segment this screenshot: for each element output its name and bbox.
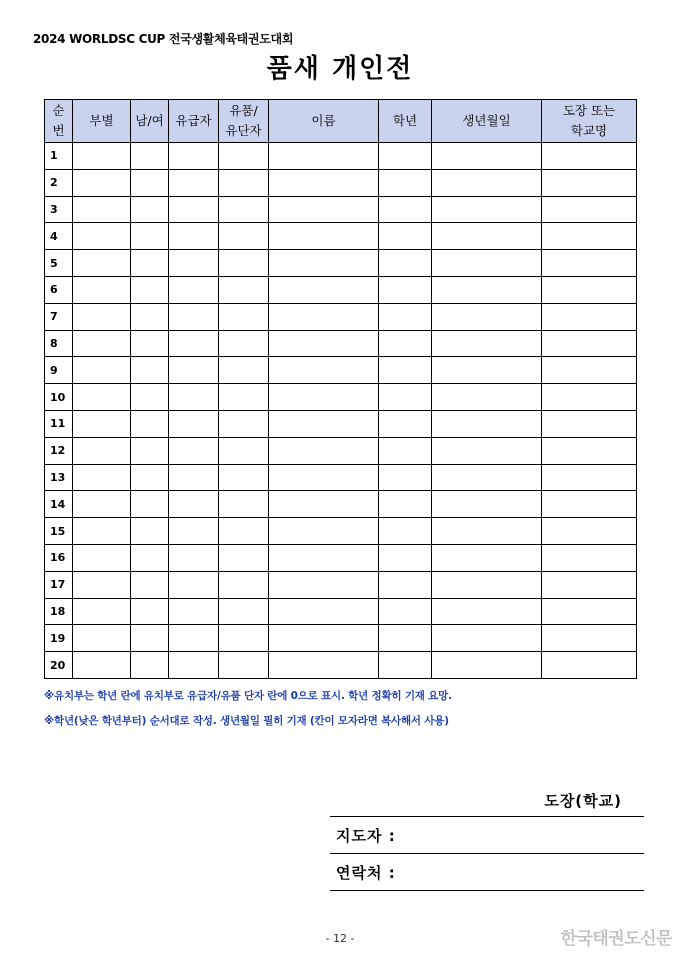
table-row (45, 571, 637, 598)
gender-cell[interactable] (131, 625, 169, 652)
name-cell[interactable] (269, 250, 379, 277)
row-number: 4 (45, 223, 73, 250)
table-row (45, 518, 637, 545)
school-cell[interactable] (542, 223, 637, 250)
row-number: 8 (45, 330, 73, 357)
name-cell[interactable] (269, 410, 379, 437)
school-cell[interactable] (542, 357, 637, 384)
gender-cell[interactable] (131, 223, 169, 250)
school-cell[interactable] (542, 652, 637, 679)
notes (44, 688, 452, 738)
watermark: 한국태권도신문 (560, 929, 672, 949)
dojang-label: 도장(학교) (544, 792, 622, 810)
table-row (45, 250, 637, 277)
division-cell[interactable] (73, 625, 131, 652)
grade-cell[interactable] (379, 250, 432, 277)
table-row (45, 169, 637, 196)
row-number: 10 (45, 384, 73, 411)
poom-dan-cell[interactable] (219, 357, 269, 384)
table-row (45, 303, 637, 330)
poom-dan-cell[interactable] (219, 652, 269, 679)
birthdate-cell[interactable] (432, 437, 542, 464)
birthdate-cell[interactable] (432, 276, 542, 303)
table-row (45, 410, 637, 437)
poom-dan-cell[interactable] (219, 223, 269, 250)
gender-cell[interactable] (131, 571, 169, 598)
school-cell[interactable] (542, 276, 637, 303)
school-cell[interactable] (542, 143, 637, 170)
poom-dan-cell[interactable] (219, 437, 269, 464)
poom-dan-cell[interactable] (219, 143, 269, 170)
school-cell[interactable] (542, 598, 637, 625)
school-cell[interactable] (542, 196, 637, 223)
row-number: 15 (45, 518, 73, 545)
row-number: 13 (45, 464, 73, 491)
row-number: 20 (45, 652, 73, 679)
division-cell[interactable] (73, 143, 131, 170)
row-number: 7 (45, 303, 73, 330)
division-cell[interactable] (73, 571, 131, 598)
name-cell[interactable] (269, 598, 379, 625)
instructor-label: 지도자 : (336, 827, 396, 845)
col-header-grade: 학년 (379, 100, 432, 143)
poom-dan-cell[interactable] (219, 384, 269, 411)
grade-cell[interactable] (379, 410, 432, 437)
grade-cell[interactable] (379, 196, 432, 223)
poom-dan-cell[interactable] (219, 410, 269, 437)
kyu-cell[interactable] (169, 169, 219, 196)
poom-dan-cell[interactable] (219, 196, 269, 223)
row-number: 9 (45, 357, 73, 384)
poom-dan-cell[interactable] (219, 464, 269, 491)
poom-dan-cell[interactable] (219, 571, 269, 598)
birthdate-cell[interactable] (432, 598, 542, 625)
division-cell[interactable] (73, 518, 131, 545)
kyu-cell[interactable] (169, 330, 219, 357)
gender-cell[interactable] (131, 544, 169, 571)
poom-dan-cell[interactable] (219, 169, 269, 196)
col-header-kyu: 유급자 (169, 100, 219, 143)
school-cell[interactable] (542, 491, 637, 518)
birthdate-cell[interactable] (432, 491, 542, 518)
row-number: 5 (45, 250, 73, 277)
grade-cell[interactable] (379, 357, 432, 384)
gender-cell[interactable] (131, 357, 169, 384)
col-header-poom-dan: 유품/ 유단자 (219, 100, 269, 143)
poom-dan-cell[interactable] (219, 330, 269, 357)
page-number: - 12 - (325, 932, 355, 945)
division-cell[interactable] (73, 196, 131, 223)
poom-dan-cell[interactable] (219, 276, 269, 303)
row-number: 6 (45, 276, 73, 303)
poom-dan-cell[interactable] (219, 250, 269, 277)
gender-cell[interactable] (131, 652, 169, 679)
name-cell[interactable] (269, 223, 379, 250)
birthdate-cell[interactable] (432, 223, 542, 250)
birthdate-cell[interactable] (432, 464, 542, 491)
name-cell[interactable] (269, 571, 379, 598)
grade-cell[interactable] (379, 625, 432, 652)
row-number: 14 (45, 491, 73, 518)
grade-cell[interactable] (379, 491, 432, 518)
birthdate-cell[interactable] (432, 544, 542, 571)
birthdate-cell[interactable] (432, 303, 542, 330)
school-cell[interactable] (542, 303, 637, 330)
division-cell[interactable] (73, 491, 131, 518)
division-cell[interactable] (73, 169, 131, 196)
name-cell[interactable] (269, 196, 379, 223)
name-cell[interactable] (269, 437, 379, 464)
grade-cell[interactable] (379, 330, 432, 357)
school-cell[interactable] (542, 250, 637, 277)
birthdate-cell[interactable] (432, 571, 542, 598)
table-row (45, 491, 637, 518)
gender-cell[interactable] (131, 464, 169, 491)
table-row (45, 437, 637, 464)
row-number: 3 (45, 196, 73, 223)
col-header-number: 순 번 (45, 100, 73, 143)
kyu-cell[interactable] (169, 491, 219, 518)
gender-cell[interactable] (131, 169, 169, 196)
kyu-cell[interactable] (169, 544, 219, 571)
birthdate-cell[interactable] (432, 410, 542, 437)
kyu-cell[interactable] (169, 518, 219, 545)
grade-cell[interactable] (379, 571, 432, 598)
col-header-name: 이름 (269, 100, 379, 143)
table-row (45, 464, 637, 491)
grade-cell[interactable] (379, 437, 432, 464)
birthdate-cell[interactable] (432, 357, 542, 384)
school-cell[interactable] (542, 544, 637, 571)
grade-cell[interactable] (379, 276, 432, 303)
kyu-cell[interactable] (169, 410, 219, 437)
form-title: 품새 개인전 (266, 54, 414, 84)
school-cell[interactable] (542, 410, 637, 437)
birthdate-cell[interactable] (432, 625, 542, 652)
name-cell[interactable] (269, 303, 379, 330)
gender-cell[interactable] (131, 491, 169, 518)
division-cell[interactable] (73, 464, 131, 491)
row-number: 1 (45, 143, 73, 170)
school-cell[interactable] (542, 384, 637, 411)
grade-cell[interactable] (379, 598, 432, 625)
poom-dan-cell[interactable] (219, 625, 269, 652)
school-cell[interactable] (542, 169, 637, 196)
table-row (45, 196, 637, 223)
school-cell[interactable] (542, 464, 637, 491)
table-row (45, 625, 637, 652)
division-cell[interactable] (73, 544, 131, 571)
row-number: 2 (45, 169, 73, 196)
name-cell[interactable] (269, 276, 379, 303)
birthdate-cell[interactable] (432, 196, 542, 223)
kyu-cell[interactable] (169, 384, 219, 411)
row-number: 18 (45, 598, 73, 625)
grade-cell[interactable] (379, 384, 432, 411)
name-cell[interactable] (269, 384, 379, 411)
gender-cell[interactable] (131, 276, 169, 303)
table-row (45, 143, 637, 170)
name-cell[interactable] (269, 518, 379, 545)
school-cell[interactable] (542, 330, 637, 357)
table-row (45, 598, 637, 625)
grade-cell[interactable] (379, 303, 432, 330)
gender-cell[interactable] (131, 518, 169, 545)
contact-label: 연락처 : (336, 864, 396, 882)
poom-dan-cell[interactable] (219, 518, 269, 545)
kyu-cell[interactable] (169, 196, 219, 223)
birthdate-cell[interactable] (432, 143, 542, 170)
birthdate-cell[interactable] (432, 330, 542, 357)
entry-table (44, 99, 637, 679)
name-cell[interactable] (269, 491, 379, 518)
row-number: 16 (45, 544, 73, 571)
name-cell[interactable] (269, 143, 379, 170)
note-order: ※학년(낮은 학년부터) 순서대로 작성. 생년월일 필히 기재 (칸이 모자라면 복사해서 사용) (44, 715, 449, 727)
birthdate-cell[interactable] (432, 518, 542, 545)
name-cell[interactable] (269, 169, 379, 196)
table-row (45, 544, 637, 571)
division-cell[interactable] (73, 652, 131, 679)
table-row (45, 357, 637, 384)
division-cell[interactable] (73, 250, 131, 277)
birthdate-cell[interactable] (432, 384, 542, 411)
division-cell[interactable] (73, 410, 131, 437)
gender-cell[interactable] (131, 330, 169, 357)
kyu-cell[interactable] (169, 571, 219, 598)
kyu-cell[interactable] (169, 223, 219, 250)
grade-cell[interactable] (379, 143, 432, 170)
division-cell[interactable] (73, 276, 131, 303)
grade-cell[interactable] (379, 652, 432, 679)
grade-cell[interactable] (379, 223, 432, 250)
gender-cell[interactable] (131, 303, 169, 330)
birthdate-cell[interactable] (432, 169, 542, 196)
kyu-cell[interactable] (169, 250, 219, 277)
school-cell[interactable] (542, 518, 637, 545)
birthdate-cell[interactable] (432, 250, 542, 277)
table-row (45, 276, 637, 303)
gender-cell[interactable] (131, 410, 169, 437)
grade-cell[interactable] (379, 464, 432, 491)
note-kindergarten: ※유치부는 학년 란에 유치부로 유급자/유품 단자 란에 0으로 표시. 학년 정확히 기재 요망. (44, 690, 452, 702)
kyu-cell[interactable] (169, 598, 219, 625)
table-row (45, 223, 637, 250)
poom-dan-cell[interactable] (219, 303, 269, 330)
division-cell[interactable] (73, 330, 131, 357)
grade-cell[interactable] (379, 169, 432, 196)
name-cell[interactable] (269, 357, 379, 384)
kyu-cell[interactable] (169, 303, 219, 330)
gender-cell[interactable] (131, 598, 169, 625)
grade-cell[interactable] (379, 518, 432, 545)
division-cell[interactable] (73, 303, 131, 330)
kyu-cell[interactable] (169, 437, 219, 464)
table-row (45, 330, 637, 357)
grade-cell[interactable] (379, 544, 432, 571)
gender-cell[interactable] (131, 384, 169, 411)
gender-cell[interactable] (131, 437, 169, 464)
kyu-cell[interactable] (169, 143, 219, 170)
poom-dan-cell[interactable] (219, 598, 269, 625)
signature-block (330, 786, 644, 891)
col-header-gender: 남/여 (131, 100, 169, 143)
col-header-birthdate: 생년월일 (432, 100, 542, 143)
contact-field[interactable] (330, 853, 644, 891)
table-row (45, 384, 637, 411)
name-cell[interactable] (269, 544, 379, 571)
birthdate-cell[interactable] (432, 652, 542, 679)
division-cell[interactable] (73, 223, 131, 250)
name-cell[interactable] (269, 625, 379, 652)
row-number: 19 (45, 625, 73, 652)
kyu-cell[interactable] (169, 464, 219, 491)
gender-cell[interactable] (131, 196, 169, 223)
table-header-row (45, 100, 637, 143)
division-cell[interactable] (73, 384, 131, 411)
division-cell[interactable] (73, 437, 131, 464)
instructor-field[interactable] (330, 816, 644, 853)
gender-cell[interactable] (131, 143, 169, 170)
col-header-school: 도장 또는 학교명 (542, 100, 637, 143)
row-number: 12 (45, 437, 73, 464)
col-header-division: 부별 (73, 100, 131, 143)
row-number: 11 (45, 410, 73, 437)
gender-cell[interactable] (131, 250, 169, 277)
row-number: 17 (45, 571, 73, 598)
name-cell[interactable] (269, 330, 379, 357)
school-cell[interactable] (542, 625, 637, 652)
school-cell[interactable] (542, 571, 637, 598)
event-header: 2024 WORLDSC CUP 전국생활체육태권도대회 (33, 32, 294, 46)
name-cell[interactable] (269, 464, 379, 491)
division-cell[interactable] (73, 357, 131, 384)
division-cell[interactable] (73, 598, 131, 625)
poom-dan-cell[interactable] (219, 491, 269, 518)
kyu-cell[interactable] (169, 625, 219, 652)
poom-dan-cell[interactable] (219, 544, 269, 571)
kyu-cell[interactable] (169, 276, 219, 303)
kyu-cell[interactable] (169, 652, 219, 679)
school-cell[interactable] (542, 437, 637, 464)
name-cell[interactable] (269, 652, 379, 679)
kyu-cell[interactable] (169, 357, 219, 384)
table-row (45, 652, 637, 679)
